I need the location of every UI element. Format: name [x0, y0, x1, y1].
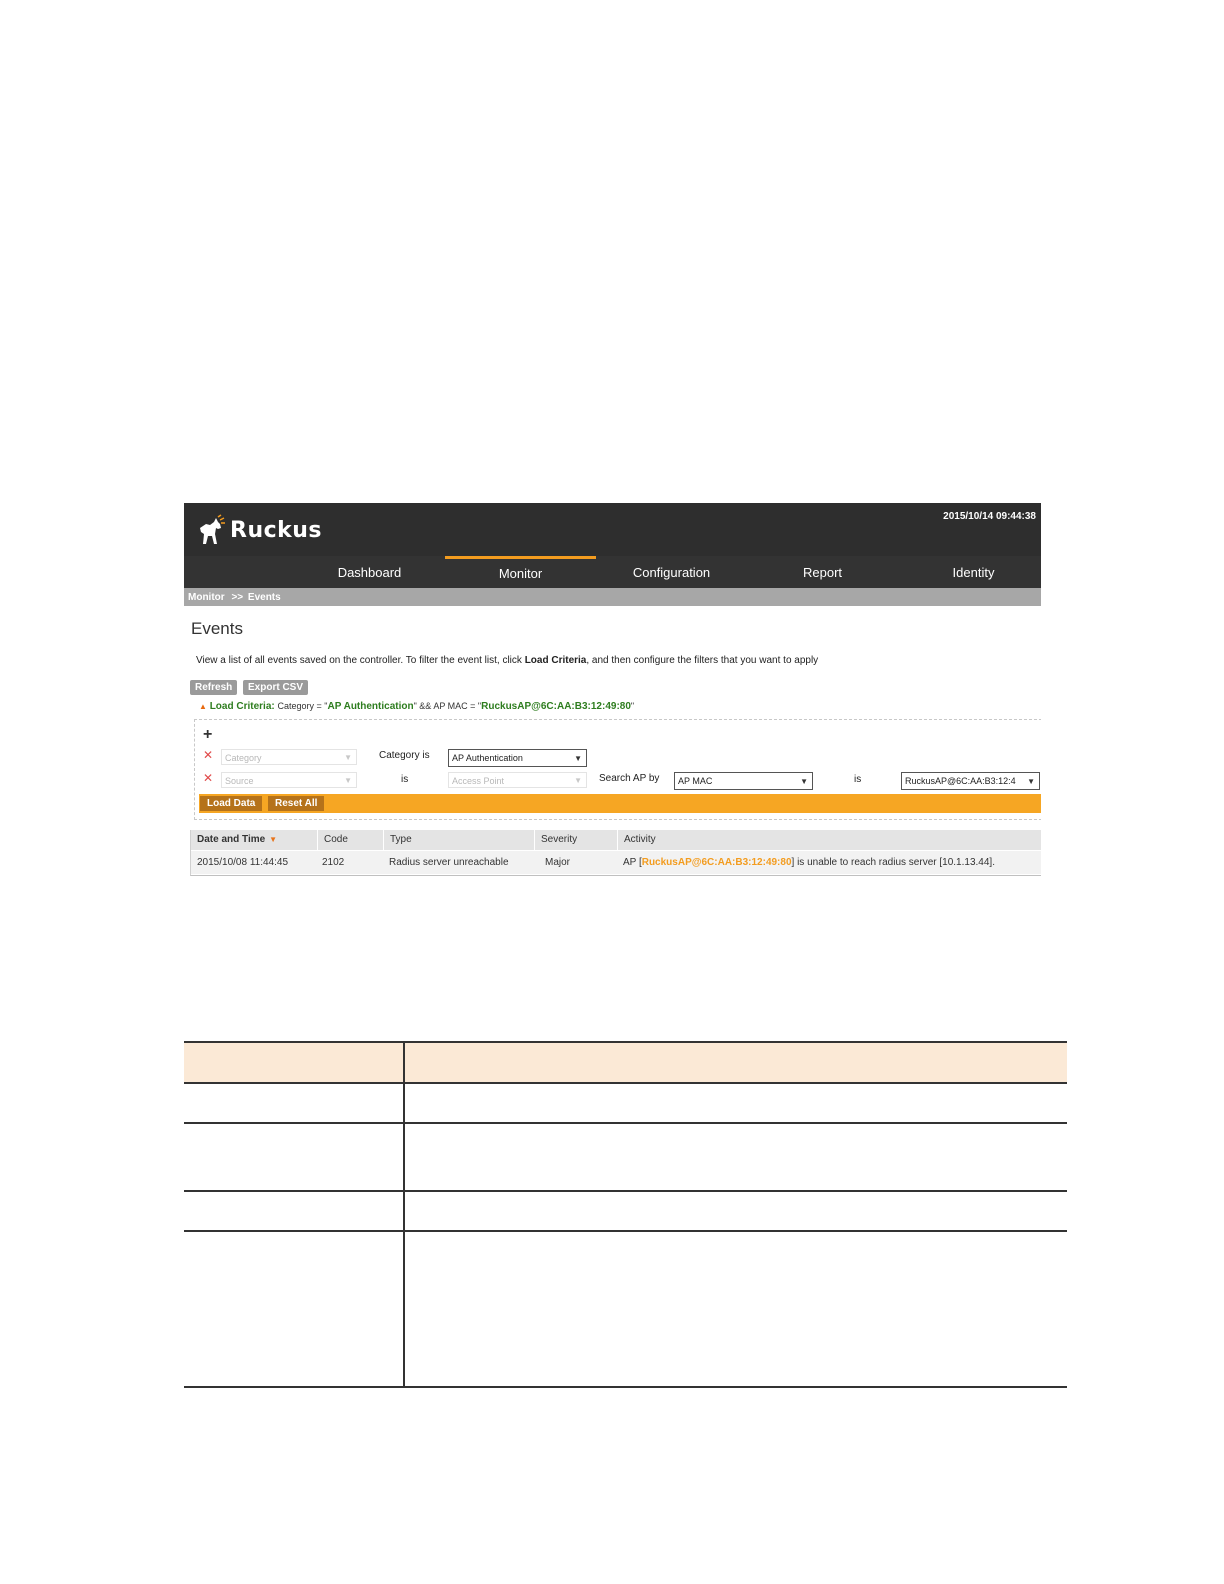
- load-data-button[interactable]: Load Data: [200, 796, 262, 811]
- add-plus-icon[interactable]: +: [203, 726, 213, 743]
- activity-text: AP [: [623, 857, 642, 868]
- breadcrumb-monitor[interactable]: Monitor: [188, 592, 225, 603]
- table-cell: [404, 1083, 1067, 1123]
- nav-dashboard[interactable]: Dashboard: [337, 565, 402, 580]
- row-severity: Major: [545, 857, 571, 868]
- table-cell: [184, 1123, 404, 1191]
- load-criteria-summary[interactable]: [199, 701, 634, 712]
- chevron-down-icon: ▼: [800, 777, 808, 786]
- reset-all-button[interactable]: Reset All: [268, 796, 324, 811]
- ruckus-dog-logo-icon: [196, 514, 226, 546]
- page-title: Events: [191, 619, 243, 638]
- table-cell: [404, 1191, 1067, 1231]
- table-cell: [404, 1123, 1067, 1191]
- nav-monitor[interactable]: Monitor: [445, 556, 596, 591]
- remove-x-icon[interactable]: ✕: [203, 771, 214, 785]
- breadcrumb-separator: >>: [231, 592, 244, 603]
- source-is-label: is: [401, 774, 409, 785]
- source-value-placeholder: Access Point: [452, 776, 505, 786]
- chevron-down-icon: ▼: [574, 776, 582, 785]
- mac-is-label: is: [854, 774, 862, 785]
- chevron-down-icon: ▼: [344, 753, 352, 762]
- brand-name: Ruckus: [230, 517, 323, 543]
- filter-panel: [194, 719, 1041, 820]
- refresh-button[interactable]: Refresh: [190, 680, 237, 695]
- events-table: [190, 830, 1041, 876]
- document-table: [184, 1041, 1067, 1388]
- load-criteria-label[interactable]: Load Criteria:: [209, 701, 275, 712]
- breadcrumb: [184, 588, 1041, 606]
- column-date-time-label: Date and Time: [197, 834, 266, 845]
- category-is-label: Category is: [379, 750, 430, 761]
- nav-report[interactable]: Report: [802, 565, 843, 580]
- table-row[interactable]: [191, 851, 1041, 874]
- chevron-down-icon: ▼: [1027, 777, 1035, 786]
- brand-logo[interactable]: [196, 513, 322, 547]
- screenshot-frame: [184, 503, 1041, 877]
- table-cell: [184, 1083, 404, 1123]
- source-field-select[interactable]: [221, 772, 357, 788]
- ap-mac-value: RuckusAP@6C:AA:B3:12:4: [905, 776, 1016, 786]
- document-table-row: [184, 1083, 1067, 1123]
- filter-action-bar: [199, 794, 1041, 813]
- nav-configuration[interactable]: Configuration: [632, 565, 711, 580]
- events-table-header: [191, 830, 1041, 850]
- sort-desc-icon[interactable]: ▼: [269, 835, 278, 844]
- category-value: AP Authentication: [452, 753, 523, 763]
- collapse-triangle-icon[interactable]: ▲: [199, 702, 207, 711]
- search-ap-by-select[interactable]: [674, 772, 813, 790]
- header-cell-left: [184, 1042, 404, 1083]
- breadcrumb-events: Events: [247, 592, 281, 603]
- source-field-placeholder: Source: [225, 776, 254, 786]
- criteria-value-mac: RuckusAP@6C:AA:B3:12:49:80: [481, 701, 631, 712]
- export-csv-button[interactable]: Export CSV: [243, 680, 308, 695]
- row-activity: [618, 851, 1041, 874]
- row-type: Radius server unreachable: [389, 857, 509, 868]
- column-activity[interactable]: Activity: [624, 834, 656, 845]
- main-nav: [184, 556, 1041, 588]
- criteria-value-category: AP Authentication: [327, 701, 414, 712]
- column-severity[interactable]: Severity: [535, 830, 618, 850]
- ap-mac-input[interactable]: [901, 772, 1040, 790]
- header-cell-right: [404, 1042, 1067, 1083]
- nav-identity[interactable]: Identity: [952, 565, 995, 580]
- search-ap-by-value: AP MAC: [678, 776, 713, 786]
- row-date-time: 2015/10/08 11:44:45: [197, 857, 289, 868]
- description-load-criteria: Load Criteria: [524, 655, 587, 666]
- column-type[interactable]: Type: [384, 830, 535, 850]
- column-code[interactable]: Code: [318, 830, 384, 850]
- remove-x-icon[interactable]: ✕: [203, 748, 214, 762]
- category-value-select[interactable]: [448, 749, 587, 767]
- page-description: [196, 655, 818, 666]
- search-ap-by-label: Search AP by: [599, 773, 660, 784]
- source-value-select[interactable]: [448, 772, 587, 788]
- document-table-row: [184, 1191, 1067, 1231]
- chevron-down-icon: ▼: [344, 776, 352, 785]
- activity-ap-link[interactable]: RuckusAP@6C:AA:B3:12:49:80: [641, 857, 792, 868]
- description-text-end: , and then configure the filters that you want to apply: [586, 655, 819, 666]
- table-cell: [184, 1191, 404, 1231]
- criteria-text-2: " && AP MAC = ": [413, 701, 482, 711]
- category-field-placeholder: Category: [225, 753, 262, 763]
- category-field-select[interactable]: [221, 749, 357, 765]
- criteria-text-1: Category = ": [277, 701, 328, 711]
- document-table-row: [184, 1231, 1067, 1387]
- table-cell: [184, 1231, 404, 1387]
- row-code: 2102: [322, 857, 345, 868]
- description-text: View a list of all events saved on the controller. To filter the event list, click: [196, 655, 525, 666]
- activity-text-end: ] is unable to reach radius server [10.1.13.44].: [791, 857, 995, 868]
- document-table-header: [184, 1042, 1067, 1083]
- column-date-time[interactable]: [191, 830, 318, 850]
- top-header: [184, 503, 1041, 556]
- system-clock: 2015/10/14 09:44:38: [943, 511, 1036, 522]
- chevron-down-icon: ▼: [574, 754, 582, 763]
- criteria-text-3: ": [630, 701, 635, 711]
- document-table-row: [184, 1123, 1067, 1191]
- table-cell: [404, 1231, 1067, 1387]
